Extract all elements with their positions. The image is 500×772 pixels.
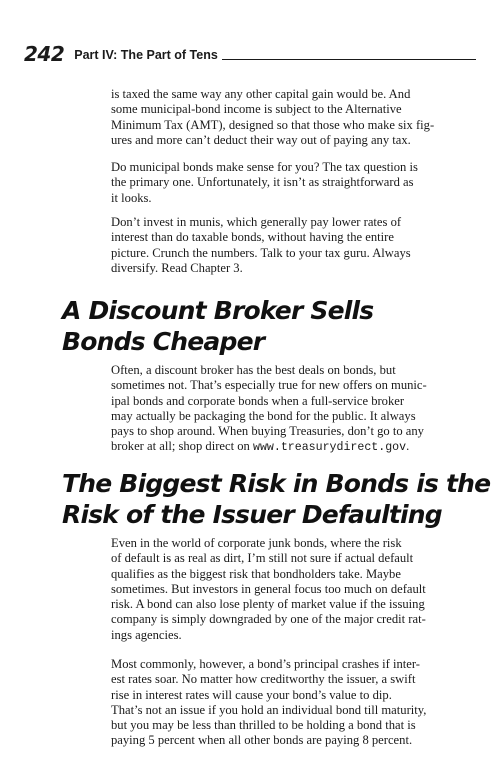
- text-line: may actually be packaging the bond for the public. It always: [111, 408, 416, 423]
- text-fragment: .: [406, 439, 410, 454]
- text-line: it looks.: [111, 190, 152, 205]
- text-line: That’s not an issue if you hold an individual bond till maturity,: [111, 702, 427, 717]
- paragraph-dont-invest: [111, 215, 440, 276]
- paragraph-junk-bonds: [111, 536, 440, 643]
- paragraph-muni-sense: [111, 160, 440, 206]
- text-line: interest than do taxable bonds, without having the entire: [111, 230, 394, 245]
- heading-line: The Biggest Risk in Bonds is the: [62, 469, 491, 498]
- header-rule: [222, 59, 476, 60]
- text-line: est rates soar. No matter how creditworthy the issuer, a swift: [111, 672, 416, 687]
- text-line: some municipal-bond income is subject to the Alternative: [111, 102, 402, 117]
- section-heading-discount-broker: [62, 295, 373, 357]
- text-line: paying 5 percent when all other bonds are paying 8 percent.: [111, 733, 413, 748]
- text-line: diversify. Read Chapter 3.: [111, 260, 243, 275]
- text-line: Often, a discount broker has the best deals on bonds, but: [111, 363, 396, 377]
- text-line: ipal bonds and corporate bonds when a full-service broker: [111, 393, 405, 408]
- text-line: Even in the world of corporate junk bonds, where the risk: [111, 536, 402, 550]
- text-line: qualifies as the biggest risk that bondholders take. Maybe: [111, 566, 401, 581]
- paragraph-interest-rates: [111, 657, 440, 749]
- heading-line: Bonds Cheaper: [62, 327, 265, 356]
- text-line: ings agencies.: [111, 627, 182, 642]
- treasury-direct-url: www.treasurydirect.gov: [253, 441, 407, 455]
- text-line: picture. Crunch the numbers. Talk to your tax guru. Always: [111, 245, 411, 260]
- part-title: Part IV: The Part of Tens: [74, 48, 218, 62]
- text-line: company is simply downgraded by one of the major credit rat-: [111, 612, 426, 627]
- text-line: pays to shop around. When buying Treasuries, don’t go to any: [111, 424, 424, 439]
- text-line: Most commonly, however, a bond’s principal crashes if inter-: [111, 657, 420, 671]
- text-line: Don’t invest in munis, which generally pay lower rates of: [111, 215, 402, 229]
- paragraph-discount-broker: [111, 363, 440, 456]
- text-line: is taxed the same way any other capital gain would be. And: [111, 87, 411, 101]
- text-line: sometimes. But investors in general focus too much on default: [111, 581, 426, 596]
- text-line: ures and more can’t deduct their way out of paying any tax.: [111, 132, 411, 147]
- section-heading-biggest-risk: [62, 468, 490, 530]
- text-line: sometimes not. That’s especially true for new offers on munic-: [111, 378, 427, 393]
- text-line: risk. A bond can also lose plenty of market value if the issuing: [111, 597, 425, 612]
- page-number: 242: [24, 42, 65, 66]
- text-fragment: broker at all; shop direct on: [111, 439, 253, 454]
- text-line: rise in interest rates will cause your bond’s value to dip.: [111, 687, 392, 702]
- text-line: [111, 439, 440, 455]
- text-line: of default is as real as dirt, I’m still not sure if actual default: [111, 551, 414, 566]
- text-line: but you may be less than thrilled to be holding a bond that is: [111, 718, 416, 733]
- text-line: the primary one. Unfortunately, it isn’t as straightforward as: [111, 175, 414, 190]
- running-header: [24, 40, 476, 64]
- heading-line: A Discount Broker Sells: [62, 296, 374, 325]
- heading-line: Risk of the Issuer Defaulting: [62, 500, 442, 529]
- paragraph-amt: [111, 87, 440, 148]
- text-line: Minimum Tax (AMT), designed so that those who make six fig-: [111, 117, 435, 132]
- text-line: Do municipal bonds make sense for you? The tax question is: [111, 160, 418, 174]
